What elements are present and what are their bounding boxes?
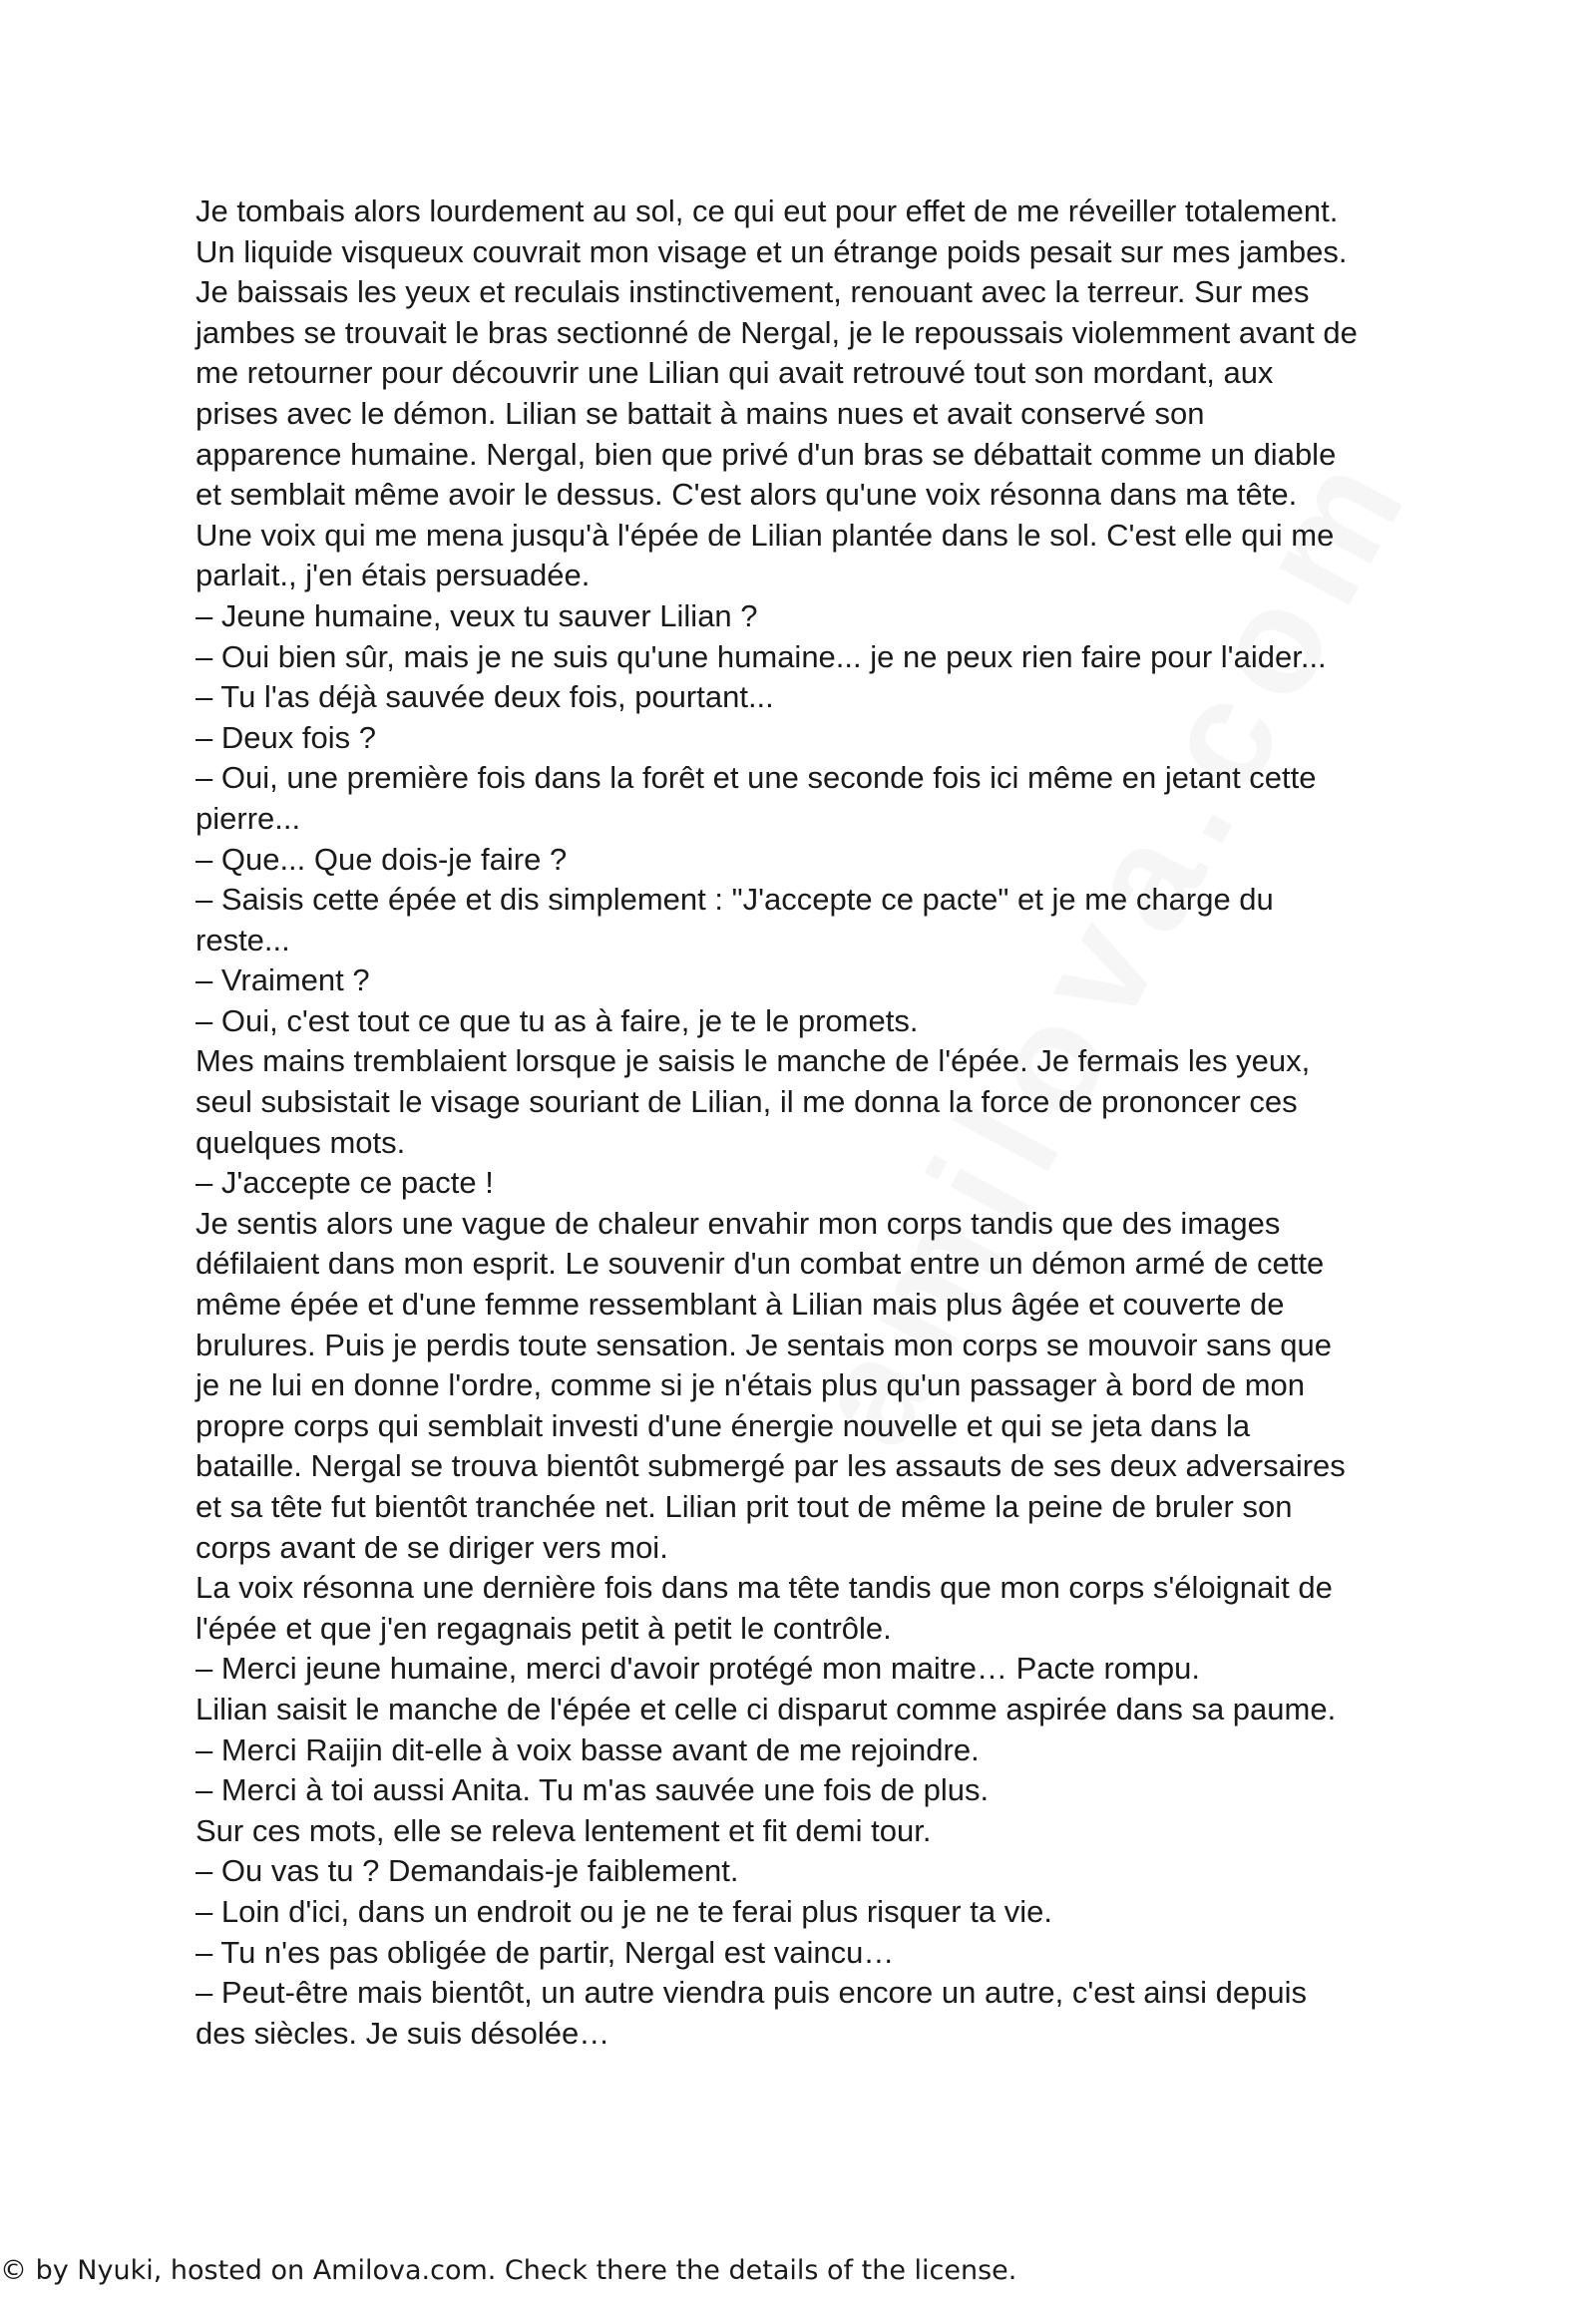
text-line: l'épée et que j'en regagnais petit à petit le contrôle. — [196, 1610, 892, 1646]
text-line: Lilian saisit le manche de l'épée et celle ci disparut comme aspirée dans sa paume. — [196, 1691, 1337, 1726]
text-line: – Tu n'es pas obligée de partir, Nergal est vaincu… — [196, 1934, 895, 1970]
text-line: Sur ces mots, elle se releva lentement et fit demi tour. — [196, 1812, 932, 1848]
text-line: – J'accepte ce pacte ! — [196, 1165, 494, 1201]
text-line: pierre... — [196, 800, 301, 836]
text-line: Je baissais les yeux et reculais instinctivement, renouant avec la terreur. Sur mes — [196, 274, 1310, 310]
text-line: – Merci jeune humaine, merci d'avoir protégé mon maitre… Pacte rompu. — [196, 1651, 1200, 1687]
text-line: seul subsistait le visage souriant de Lilian, il me donna la force de prononcer ces — [196, 1084, 1298, 1120]
text-line: défilaient dans mon esprit. Le souvenir d'un combat entre un démon armé de cette — [196, 1246, 1325, 1282]
text-line: Je tombais alors lourdement au sol, ce qui eut pour effet de me réveiller totalement. — [196, 193, 1339, 228]
text-line: – Deux fois ? — [196, 719, 376, 755]
text-line: et sa tête fut bientôt tranchée net. Lilian prit tout de même la peine de bruler son — [196, 1489, 1293, 1524]
text-line: – Jeune humaine, veux tu sauver Lilian ? — [196, 597, 758, 633]
text-line: – Tu l'as déjà sauvée deux fois, pourtant... — [196, 679, 774, 715]
text-line: – Peut-être mais bientôt, un autre viendra puis encore un autre, c'est ainsi depuis — [196, 1975, 1307, 2011]
text-line: – Saisis cette épée et dis simplement : "J'accepte ce pacte" et je me charge du — [196, 882, 1274, 918]
text-line: – Ou vas tu ? Demandais-je faiblement. — [196, 1853, 739, 1889]
text-line: corps avant de se diriger vers moi. — [196, 1529, 668, 1565]
text-line: prises avec le démon. Lilian se battait à mains nues et avait conservé son — [196, 395, 1205, 431]
text-line: jambes se trouvait le bras sectionné de Nergal, je le repoussais violemment avant de — [196, 314, 1358, 350]
text-line: – Merci Raijin dit-elle à voix basse avant de me rejoindre. — [196, 1731, 980, 1767]
text-line: brulures. Puis je perdis toute sensation. Je sentais mon corps se mouvoir sans que — [196, 1327, 1332, 1362]
text-line: – Que... Que dois-je faire ? — [196, 841, 568, 877]
text-line: bataille. Nergal se trouva bientôt submergé par les assauts de ses deux adversaires — [196, 1448, 1346, 1484]
text-line: et semblait même avoir le dessus. C'est alors qu'une voix résonna dans ma tête. — [196, 477, 1298, 513]
text-line: – Loin d'ici, dans un endroit ou je ne te ferai plus risquer ta vie. — [196, 1893, 1052, 1929]
text-line: – Oui, c'est tout ce que tu as à faire, je te le promets. — [196, 1002, 919, 1038]
text-line: propre corps qui semblait investi d'une énergie nouvelle et qui se jeta dans la — [196, 1407, 1251, 1443]
text-line: – Oui bien sûr, mais je ne suis qu'une humaine... je ne peux rien faire pour l'aider... — [196, 638, 1327, 674]
text-line: La voix résonna une dernière fois dans ma tête tandis que mon corps s'éloignait de — [196, 1570, 1333, 1606]
text-line: je ne lui en donne l'ordre, comme si je n'étais plus qu'un passager à bord de mon — [196, 1367, 1306, 1403]
text-line: – Oui, une première fois dans la forêt et une seconde fois ici même en jetant cette — [196, 760, 1317, 796]
text-line: reste... — [196, 922, 290, 958]
text-line: – Merci à toi aussi Anita. Tu m'as sauvée une fois de plus. — [196, 1772, 990, 1808]
text-line: – Vraiment ? — [196, 962, 370, 998]
text-line: me retourner pour découvrir une Lilian qui avait retrouvé tout son mordant, aux — [196, 355, 1274, 391]
text-line: même épée et d'une femme ressemblant à Lilian mais plus âgée et couverte de — [196, 1287, 1285, 1323]
text-line: Une voix qui me mena jusqu'à l'épée de Lilian plantée dans le sol. C'est elle qui me — [196, 517, 1335, 553]
text-line: quelques mots. — [196, 1124, 406, 1160]
text-line: parlait., j'en étais persuadée. — [196, 558, 591, 593]
text-line: Un liquide visqueux couvrait mon visage et un étrange poids pesait sur mes jambes. — [196, 233, 1348, 269]
text-line: Mes mains tremblaient lorsque je saisis le manche de l'épée. Je fermais les yeux, — [196, 1043, 1311, 1079]
text-line: apparence humaine. Nergal, bien que privé d'un bras se débattait comme un diable — [196, 436, 1337, 472]
story-text — [196, 192, 1452, 2054]
license-footer: © by Nyuki, hosted on Amilova.com. Check there the details of the license. — [0, 2255, 1017, 2286]
text-line: des siècles. Je suis désolée… — [196, 2015, 610, 2051]
text-line: Je sentis alors une vague de chaleur envahir mon corps tandis que des images — [196, 1205, 1281, 1241]
